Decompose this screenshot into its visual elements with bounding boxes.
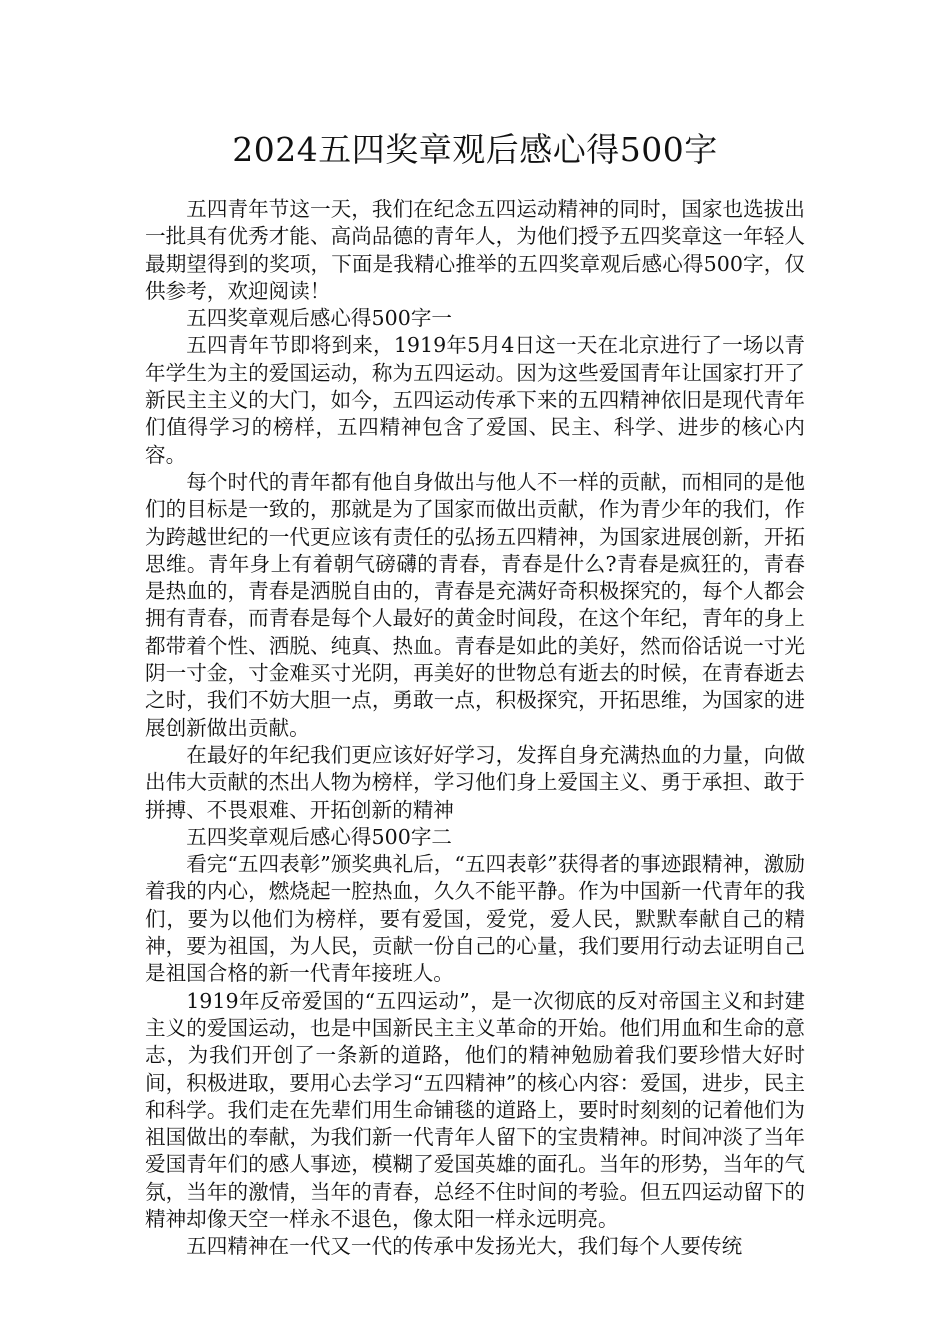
section-heading-one: 五四奖章观后感心得500字一: [186, 306, 453, 331]
body-paragraph: 五四青年节即将到来，1919年5月4日这一天在北京进行了一场以青年学生为主的爱国运动，称为五四运动。因为这些爱国青年让国家打开了新民主主义的大门，如今，五四运动传承下来的五四精神依旧是现代青年们值得学习的榜样，五四精神包含了爱国、民主、科学、进步的核心内容。: [145, 333, 805, 467]
body-paragraph: 1919年反帝爱国的“五四运动”，是一次彻底的反对帝国主义和封建主义的爱国运动，也是中国新民主主义革命的开始。他们用血和生命的意志，为我们开创了一条新的道路，他们的精神勉励着我们要珍惜大好时间，积极进取，要用心去学习“五四精神”的核心内容：爱国，进步，民主和科学。我们走在先辈们用生命铺毯的道路上，要时时刻刻的记着他们为祖国做出的奉献，为我们新一代青年人留下的宝贵精神。时间冲淡了当年爱国青年们的感人事迹，模糊了爱国英雄的面孔。当年的形势，当年的气氛，当年的激情，当年的青春，总经不住时间的考验。但五四运动留下的精神却像天空一样永不退色，像太阳一样永远明亮。: [145, 988, 805, 1231]
intro-paragraph: 五四青年节这一天，我们在纪念五四运动精神的同时，国家也选拔出一批具有优秀才能、高尚品德的青年人，为他们授予五四奖章这一年轻人最期望得到的奖项，下面是我精心推举的五四奖章观后感心得500字，仅供参考，欢迎阅读！: [145, 197, 805, 303]
document-body: [145, 196, 805, 1261]
body-paragraph: 在最好的年纪我们更应该好好学习，发挥自身充满热血的力量，向做出伟大贡献的杰出人物为榜样，学习他们身上爱国主义、勇于承担、敢于拼搏、不畏艰难、开拓创新的精神: [145, 742, 805, 822]
section-heading-two: 五四奖章观后感心得500字二: [186, 824, 453, 849]
document-title: 2024五四奖章观后感心得500字: [232, 130, 718, 169]
body-paragraph: 每个时代的青年都有他自身做出与他人不一样的贡献，而相同的是他们的目标是一致的，那就是为了国家而做出贡献，作为青少年的我们，作为跨越世纪的一代更应该有责任的弘扬五四精神，为国家进展创新，开拓思维。青年身上有着朝气磅礴的青春，青春是什么?青春是疯狂的，青春是热血的，青春是洒脱自由的，青春是充满好奇积极探究的，每个人都会拥有青春，而青春是每个人最好的黄金时间段，在这个年纪，青年的身上都带着个性、洒脱、纯真、热血。青春是如此的美好，然而俗话说一寸光阴一寸金，寸金难买寸光阴，再美好的世物总有逝去的时候，在青春逝去之时，我们不妨大胆一点，勇敢一点，积极探究，开拓思维，为国家的进展创新做出贡献。: [145, 469, 805, 740]
body-paragraph: 看完“五四表彰”颁奖典礼后，“五四表彰”获得者的事迹跟精神，激励着我的内心，燃烧起一腔热血，久久不能平静。作为中国新一代青年的我们，要为以他们为榜样，要有爱国，爱党，爱人民，默默奉献自己的精神，要为祖国，为人民，贡献一份自己的心量，我们要用行动去证明自己是祖国合格的新一代青年接班人。: [145, 852, 805, 986]
body-paragraph: 五四精神在一代又一代的传承中发扬光大，我们每个人要传统: [186, 1234, 743, 1259]
